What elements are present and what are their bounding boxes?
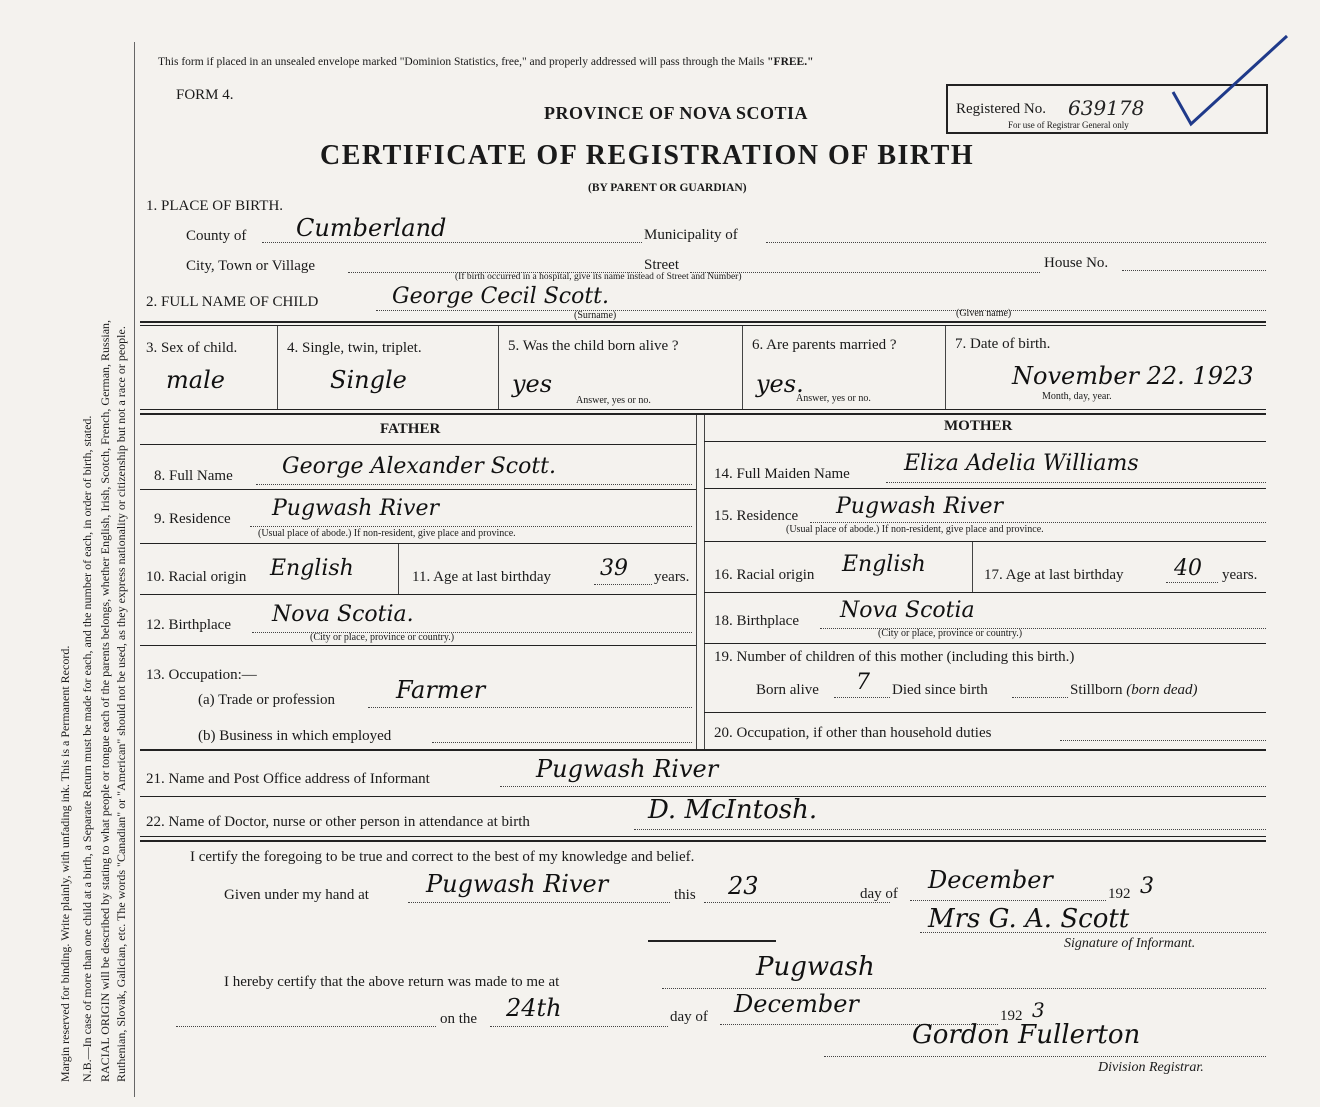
mother-name-label: 14. Full Maiden Name: [714, 466, 850, 482]
father-birthplace-note: (City or place, province or country.): [310, 632, 455, 643]
mother-name-value: Eliza Adelia Williams: [904, 451, 1139, 476]
on-the-label: on the: [440, 1011, 478, 1027]
father-residence-value: Pugwash River: [272, 496, 440, 521]
margin-note-2: N.B.—In case of more than one child at a birth, a Separate Return must be made for each, and the number of each, in order of birth, stated.: [80, 415, 94, 1082]
row-rule-15: [704, 541, 1266, 542]
mother-head-rule: [704, 441, 1266, 442]
certificate-subtitle: (BY PARENT OR GUARDIAN): [588, 182, 747, 194]
born-alive-count-value: 7: [856, 670, 870, 695]
father-mother-divider: [696, 415, 697, 751]
father-name-label: 8. Full Name: [154, 468, 233, 484]
margin-note-4: Ruthenian, Slovak, Galician, etc. The words "Canadian" or "American" should not be used, as they express nationality or citizenship but not a race or people.: [114, 326, 128, 1082]
father-name-value: George Alexander Scott.: [282, 454, 557, 479]
trade-label: (a) Trade or profession: [198, 692, 336, 708]
doctor-value: D. McIntosh.: [648, 795, 818, 825]
mother-birthplace-note: (City or place, province or country.): [878, 628, 1023, 639]
return-statement: I hereby certify that the above return was made to me at: [224, 974, 560, 990]
mother-residence-line: [810, 522, 1266, 523]
divider-3: [277, 326, 278, 410]
doctor-label: 22. Name of Doctor, nurse or other person in attendance at birth: [146, 814, 530, 830]
mother-years: years.: [1222, 567, 1258, 583]
county-label: County of: [186, 228, 247, 244]
father-heading: FATHER: [380, 421, 441, 437]
margin-note-3: RACIAL ORIGIN will be described by stating to what people or tongue each of the parents belongs, whether English, Irish, Scotch, French, German, Russian,: [98, 319, 112, 1082]
mail-notice-text: This form if placed in an unsealed envelope marked "Dominion Statistics, free," and properly addressed will pass through the Mails: [158, 56, 765, 68]
form-number: FORM 4.: [176, 87, 234, 103]
section-rule-2b: [140, 413, 1266, 415]
father-head-rule: [140, 444, 696, 445]
given-name-note: (Given name): [956, 308, 1012, 319]
single-value: Single: [330, 366, 407, 394]
street-label: Street: [644, 257, 679, 273]
child-name-label: 2. FULL NAME OF CHILD: [146, 294, 319, 310]
registrar-note: For use of Registrar General only: [1008, 120, 1129, 130]
place-of-birth-heading: 1. PLACE OF BIRTH.: [146, 198, 284, 214]
mother-racial-value: English: [842, 552, 926, 577]
return-year-suffix: 3: [1032, 998, 1045, 1022]
married-value: yes.: [756, 370, 804, 398]
municipality-line: [766, 242, 1266, 243]
divider-4: [498, 326, 499, 410]
surname-note: (Surname): [574, 310, 617, 321]
business-line: [432, 742, 692, 743]
street-line: [690, 272, 1040, 273]
given-place-value: Pugwash River: [426, 870, 609, 898]
father-mother-divider-2: [704, 415, 705, 751]
mother-age-label: 17. Age at last birthday: [984, 567, 1124, 583]
registered-label: Registered No.: [956, 101, 1046, 117]
married-answer-note: Answer, yes or no.: [796, 393, 871, 404]
registrar-signature: Gordon Fullerton: [912, 1020, 1141, 1050]
return-month-value: December: [734, 990, 859, 1018]
informant-label: 21. Name and Post Office address of Informant: [146, 771, 430, 787]
sex-value: male: [166, 366, 225, 394]
house-line: [1122, 270, 1266, 271]
father-years: years.: [654, 569, 690, 585]
this-label: this: [674, 887, 696, 903]
county-line: [262, 242, 642, 243]
section-rule-1b: [140, 325, 1266, 326]
mother-heading: MOTHER: [944, 418, 1013, 434]
mother-occupation-line: [1060, 740, 1266, 741]
on-the-leader: [176, 1026, 436, 1027]
province-heading: PROVINCE OF NOVA SCOTIA: [544, 103, 809, 123]
informant-signature-label: Signature of Informant.: [1064, 936, 1196, 951]
mother-birthplace-label: 18. Birthplace: [714, 613, 799, 629]
given-place-line: [408, 902, 670, 903]
trade-line: [368, 707, 692, 708]
day-of-label: day of: [860, 886, 898, 902]
father-age-line: [594, 584, 652, 585]
mother-birthplace-value: Nova Scotia: [840, 598, 975, 623]
separator-rule: [648, 940, 776, 942]
return-day-of-label: day of: [670, 1009, 708, 1025]
informant-value: Pugwash River: [536, 755, 719, 783]
given-under-label: Given under my hand at: [224, 887, 369, 903]
registrar-signature-line: [824, 1056, 1266, 1057]
born-alive-count-label: Born alive: [756, 682, 819, 698]
divider-5: [742, 326, 743, 410]
section-rule-5b: [140, 840, 1266, 842]
margin-notes: [0, 0, 140, 1107]
alive-answer-note: Answer, yes or no.: [576, 395, 651, 406]
date-of-birth-label: 7. Date of birth.: [955, 336, 1051, 352]
section-rule-2: [140, 409, 1266, 410]
mail-free: "FREE.": [767, 56, 814, 68]
father-racial-label: 10. Racial origin: [146, 569, 247, 585]
date-of-birth-value: November 22. 1923: [1012, 362, 1254, 390]
mother-residence-note: (Usual place of abode.) If non-resident, give place and province.: [786, 524, 1044, 535]
return-day-value: 24th: [506, 994, 562, 1022]
child-name-value: George Cecil Scott.: [392, 284, 610, 309]
married-label: 6. Are parents married ?: [752, 337, 897, 353]
doctor-line: [634, 829, 1266, 830]
divider-6: [945, 326, 946, 410]
father-racial-value: English: [270, 556, 354, 581]
born-alive-count-line: [834, 697, 890, 698]
year-suffix: 3: [1140, 874, 1154, 899]
row-rule-18: [704, 643, 1266, 644]
mother-age-line: [1166, 582, 1218, 583]
mother-residence-label: 15. Residence: [714, 508, 799, 524]
registered-number: 639178: [1068, 96, 1145, 120]
born-alive-value: yes: [512, 370, 553, 398]
section-rule-3: [140, 749, 1266, 751]
father-name-line: [256, 484, 692, 485]
month-line: [910, 900, 1106, 901]
trade-value: Farmer: [396, 676, 486, 704]
born-alive-label: 5. Was the child born alive ?: [508, 338, 679, 354]
county-value: Cumberland: [296, 214, 447, 242]
died-since-birth-label: Died since birth: [892, 682, 988, 698]
father-birthplace-value: Nova Scotia.: [272, 602, 414, 627]
margin-rule: [134, 42, 135, 1097]
row-rule-8: [140, 489, 696, 490]
informant-signature-line: [920, 932, 1266, 933]
return-day-line: [490, 1026, 668, 1027]
stillborn-note: (born dead): [1126, 682, 1198, 698]
mother-residence-value: Pugwash River: [836, 494, 1004, 519]
father-residence-note: (Usual place of abode.) If non-resident, give place and province.: [258, 528, 516, 539]
divider-16-17: [972, 542, 973, 592]
row-rule-16: [704, 592, 1266, 593]
city-label: City, Town or Village: [186, 258, 316, 274]
sex-label: 3. Sex of child.: [146, 340, 238, 356]
return-year-prefix: 192: [1000, 1008, 1023, 1024]
day-value: 23: [728, 872, 759, 900]
row-rule-19: [704, 712, 1266, 713]
father-residence-line: [250, 526, 692, 527]
informant-line: [500, 786, 1266, 787]
division-registrar-label: Division Registrar.: [1098, 1060, 1204, 1075]
mother-occupation-label: 20. Occupation, if other than household duties: [714, 725, 992, 741]
house-label: House No.: [1044, 255, 1109, 271]
children-count-label: 19. Number of children of this mother (including this birth.): [714, 649, 1075, 665]
informant-signature: Mrs G. A. Scott: [928, 904, 1130, 934]
return-place-value: Pugwash: [756, 952, 875, 982]
died-since-birth-line: [1012, 697, 1068, 698]
father-age-label: 11. Age at last birthday: [412, 569, 551, 585]
mother-name-line: [886, 482, 1266, 483]
hospital-note: (If birth occurred in a hospital, give its name instead of Street and Number): [455, 272, 742, 282]
margin-note-1: Margin reserved for binding. Write plainly, with unfading ink. This is a Permanent Record.: [58, 645, 72, 1082]
row-rule-10: [140, 594, 696, 595]
father-residence-label: 9. Residence: [154, 511, 231, 527]
row-rule-9: [140, 543, 696, 544]
stillborn-text: Stillborn: [1070, 682, 1123, 698]
stillborn-label: [1070, 682, 1198, 699]
month-value: December: [928, 866, 1053, 894]
check-mark-icon: [1165, 32, 1295, 132]
date-note: Month, day, year.: [1042, 391, 1112, 402]
father-birthplace-label: 12. Birthplace: [146, 617, 231, 633]
year-prefix: 192: [1108, 886, 1131, 902]
single-label: 4. Single, twin, triplet.: [287, 340, 422, 356]
father-age-value: 39: [600, 556, 628, 581]
father-occupation-label: 13. Occupation:—: [146, 667, 257, 683]
return-place-line: [662, 988, 1266, 989]
municipality-label: Municipality of: [644, 227, 738, 243]
mother-age-value: 40: [1174, 556, 1202, 581]
row-rule-12: [140, 645, 696, 646]
child-name-line: [376, 310, 1266, 311]
row-rule-14: [704, 488, 1266, 489]
mother-racial-label: 16. Racial origin: [714, 567, 815, 583]
business-label: (b) Business in which employed: [198, 728, 392, 744]
mail-notice: [158, 56, 813, 68]
section-rule-5: [140, 836, 1266, 837]
certificate-title: CERTIFICATE OF REGISTRATION OF BIRTH: [320, 140, 975, 171]
divider-10-11: [398, 544, 399, 594]
section-rule-1: [140, 321, 1266, 323]
certify-statement: I certify the foregoing to be true and correct to the best of my knowledge and belief.: [190, 849, 695, 865]
